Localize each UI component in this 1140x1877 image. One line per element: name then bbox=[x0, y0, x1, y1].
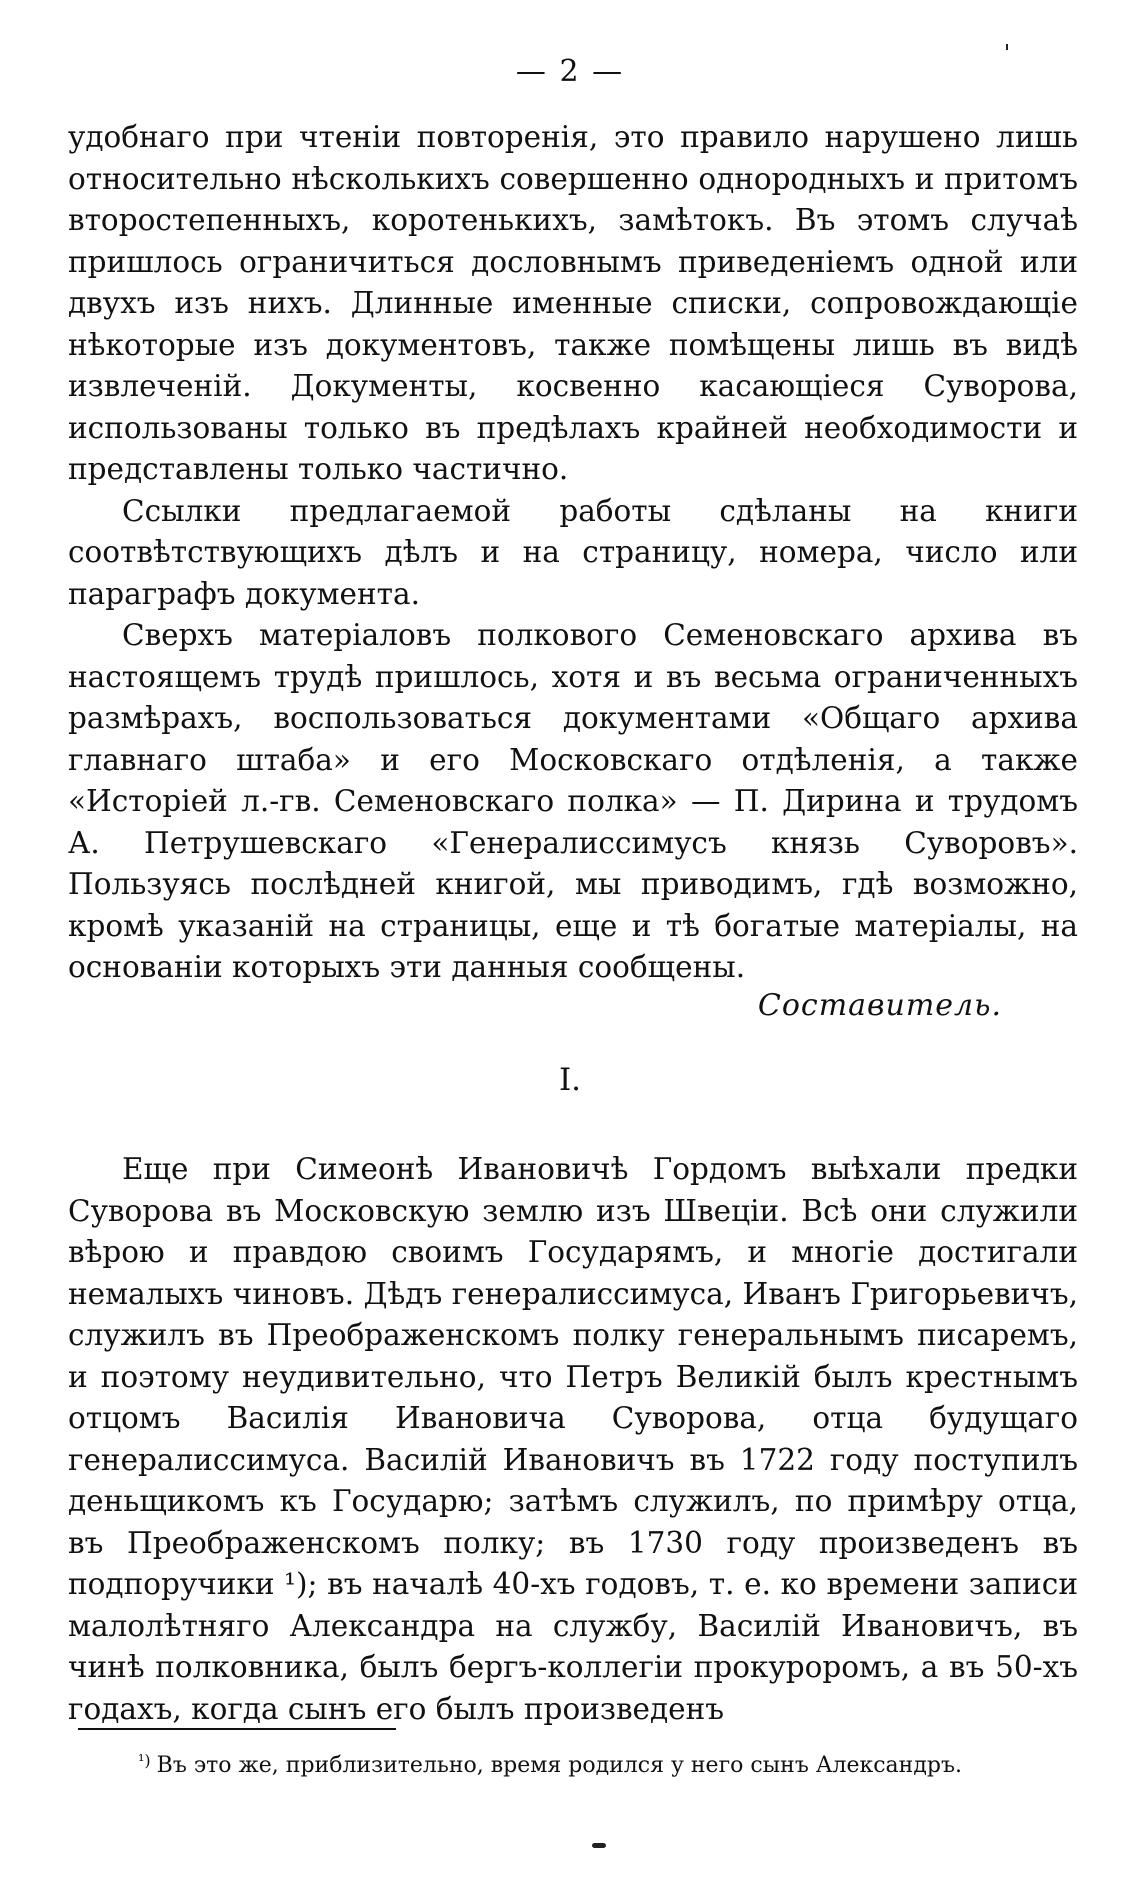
footnote-marker: ¹) bbox=[138, 1751, 151, 1770]
chapter-paragraph: Еще при Симеонѣ Ивановичѣ Гордомъ выѣхали предки Суворова въ Московскую землю изъ Швеціи. Всѣ они служили вѣрою и правдою своимъ Государямъ, и многіе достигали немалыхъ чиновъ. Дѣдъ генералиссимуса, Иванъ Григорьевичъ, служилъ въ Преображенскомъ полку генеральнымъ писаремъ, и поэтому неудивительно, что Петръ Великій былъ крестнымъ отцомъ Василія Ивановича Суворова, отца будущаго генералиссимуса. Василій Ивановичъ въ 1722 году поступилъ деньщикомъ къ Государю; затѣмъ служилъ, по примѣру отца, въ Преображенскомъ полку; въ 1730 году произведенъ въ подпоручики ¹); въ началѣ 40-хъ годовъ, т. е. ко времени записи малолѣтняго Александра на службу, Василій Ивановичъ, въ чинѣ полковника, былъ бергъ-коллегіи прокуроромъ, а въ 50-хъ годахъ, когда сынъ его былъ произведенъ bbox=[68, 1152, 1078, 1726]
preface-paragraph-2: Ссылки предлагаемой работы сдѣланы на книги соотвѣтствующихъ дѣлъ и на страницу, номера, число или параграфъ документа. bbox=[68, 493, 1078, 611]
preface-text bbox=[68, 117, 1078, 989]
scan-speck bbox=[1006, 44, 1008, 50]
section-numeral: I. bbox=[558, 1062, 582, 1098]
footnote bbox=[138, 1746, 1068, 1781]
page-number: — 2 — bbox=[515, 54, 625, 89]
chapter-text bbox=[68, 1149, 1078, 1730]
author-signature: Составитель. bbox=[757, 988, 1002, 1023]
footnote-text: Въ это же, приблизительно, время родился у него сынъ Александръ. bbox=[156, 1753, 962, 1778]
scan-speck bbox=[592, 1843, 606, 1848]
footnote-divider bbox=[78, 1728, 396, 1730]
preface-paragraph-1: удобнаго при чтеніи повторенія, это правило нарушено лишь относительно нѣсколькихъ совершенно однородныхъ и притомъ второстепенныхъ, коротенькихъ, замѣтокъ. Въ этомъ случаѣ пришлось ограничиться дословнымъ приведеніемъ одной или двухъ изъ нихъ. Длинные именные списки, сопровождающіе нѣкоторые изъ документовъ, также помѣщены лишь въ видѣ извлеченій. Документы, косвенно касающіеся Суворова, использованы только въ предѣлахъ крайней необходимости и представлены только частично. bbox=[68, 120, 1078, 486]
preface-paragraph-3: Сверхъ матеріаловъ полкового Семеновскаго архива въ настоящемъ трудѣ пришлось, хотя и въ весьма ограниченныхъ размѣрахъ, воспользоваться документами «Общаго архива главнаго штаба» и его Московскаго отдѣленія, а также «Исторіей л.-гв. Семеновскаго полка» — П. Дирина и трудомъ А. Петрушевскаго «Генералиссимусъ князь Суворовъ». Пользуясь послѣдней книгой, мы приводимъ, гдѣ возможно, кромѣ указаній на страницы, еще и тѣ богатые матеріалы, на основаніи которыхъ эти данныя сообщены. bbox=[68, 618, 1078, 984]
